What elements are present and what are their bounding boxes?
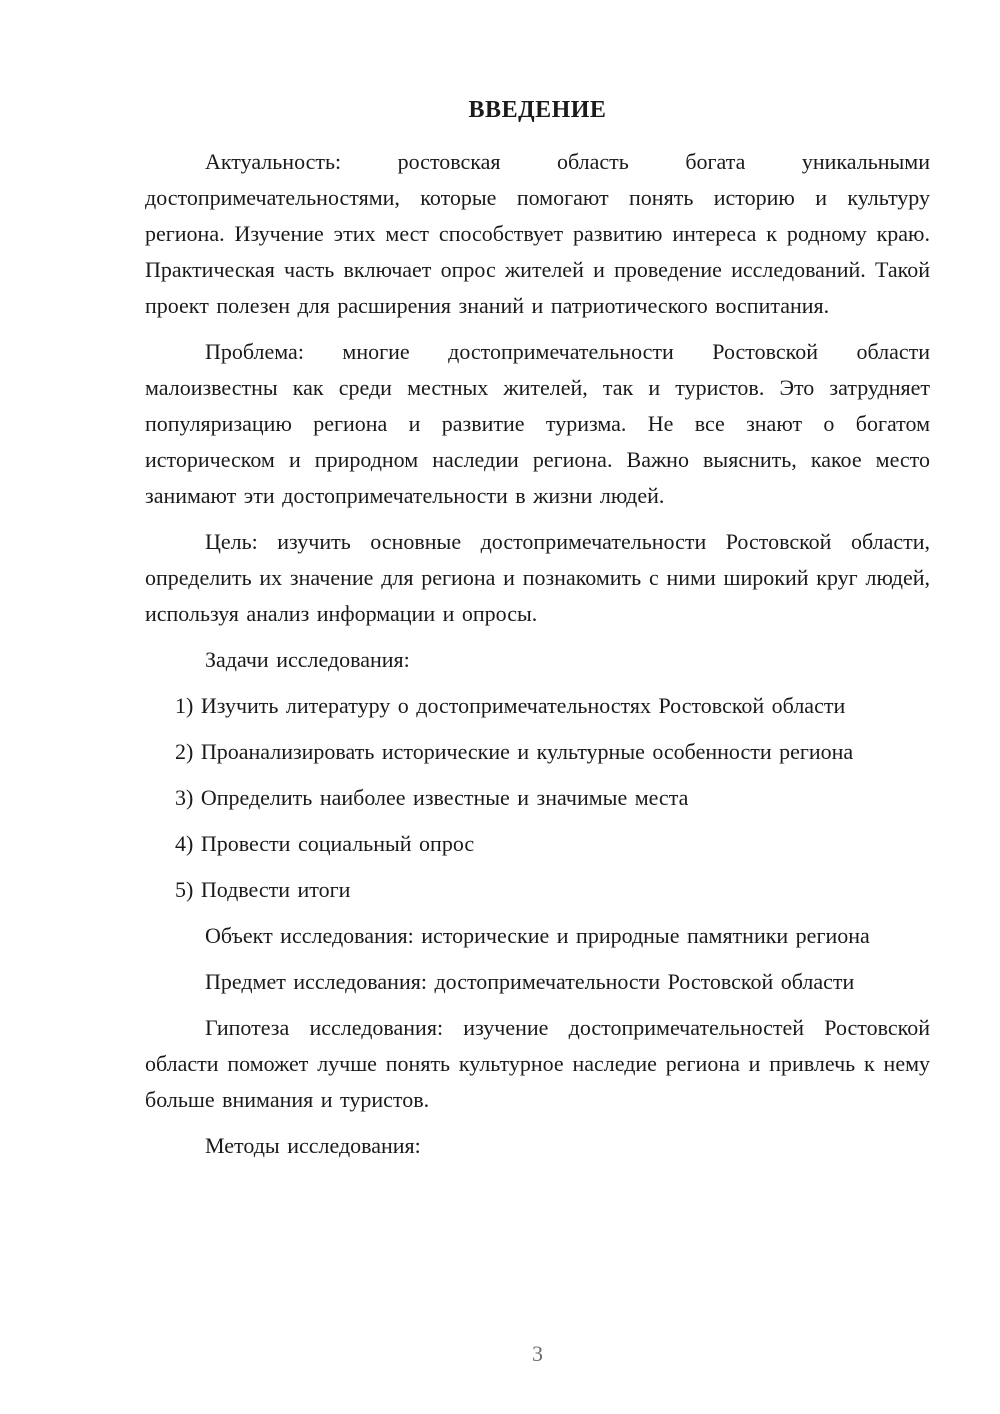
paragraph-problem: Проблема: многие достопримечательности Ростовской области малоизвестны как среди местных жителей, так и туристов. Это затрудняет популяризацию региона и развитие туризма. Не все знают о богатом историческом и природном наследии региона. Важно выяснить, какое место занимают эти достопримечательности в жизни людей. (145, 339, 930, 508)
page-title: ВВЕДЕНИЕ (468, 97, 607, 123)
paragraph-methods-heading: Методы исследования: (205, 1133, 421, 1158)
paragraph-relevance: Актуальность: ростовская область богата уникальными достопримечательностями, которые помогают понять историю и культуру региона. Изучение этих мест способствует развитию интереса к родному краю. Практическая часть включает опрос жителей и проведение исследований. Такой проект полезен для расширения знаний и патриотического воспитания. (145, 149, 930, 318)
paragraph-tasks-heading: Задачи исследования: (205, 647, 410, 672)
paragraph-research-subject: Предмет исследования: достопримечательности Ростовской области (205, 969, 855, 994)
paragraph-goal: Цель: изучить основные достопримечательности Ростовской области, определить их значение для региона и познакомить с ними широкий круг людей, используя анализ информации и опросы. (145, 529, 930, 626)
paragraph-hypothesis: Гипотеза исследования: изучение достопримечательностей Ростовской области поможет лучше понять культурное наследие региона и привлечь к нему больше внимания и туристов. (145, 1015, 930, 1112)
page-number: 3 (532, 1341, 543, 1366)
page-footer (145, 1340, 930, 1368)
task-item-3: 3) Определить наиболее известные и значимые места (175, 785, 689, 810)
task-item-5: 5) Подвести итоги (175, 877, 351, 902)
paragraph-research-object: Объект исследования: исторические и природные памятники региона (205, 923, 870, 948)
task-item-1: 1) Изучить литературу о достопримечательностях Ростовской области (175, 693, 846, 718)
task-item-2: 2) Проанализировать исторические и культурные особенности региона (175, 739, 854, 764)
task-item-4: 4) Провести социальный опрос (175, 831, 475, 856)
